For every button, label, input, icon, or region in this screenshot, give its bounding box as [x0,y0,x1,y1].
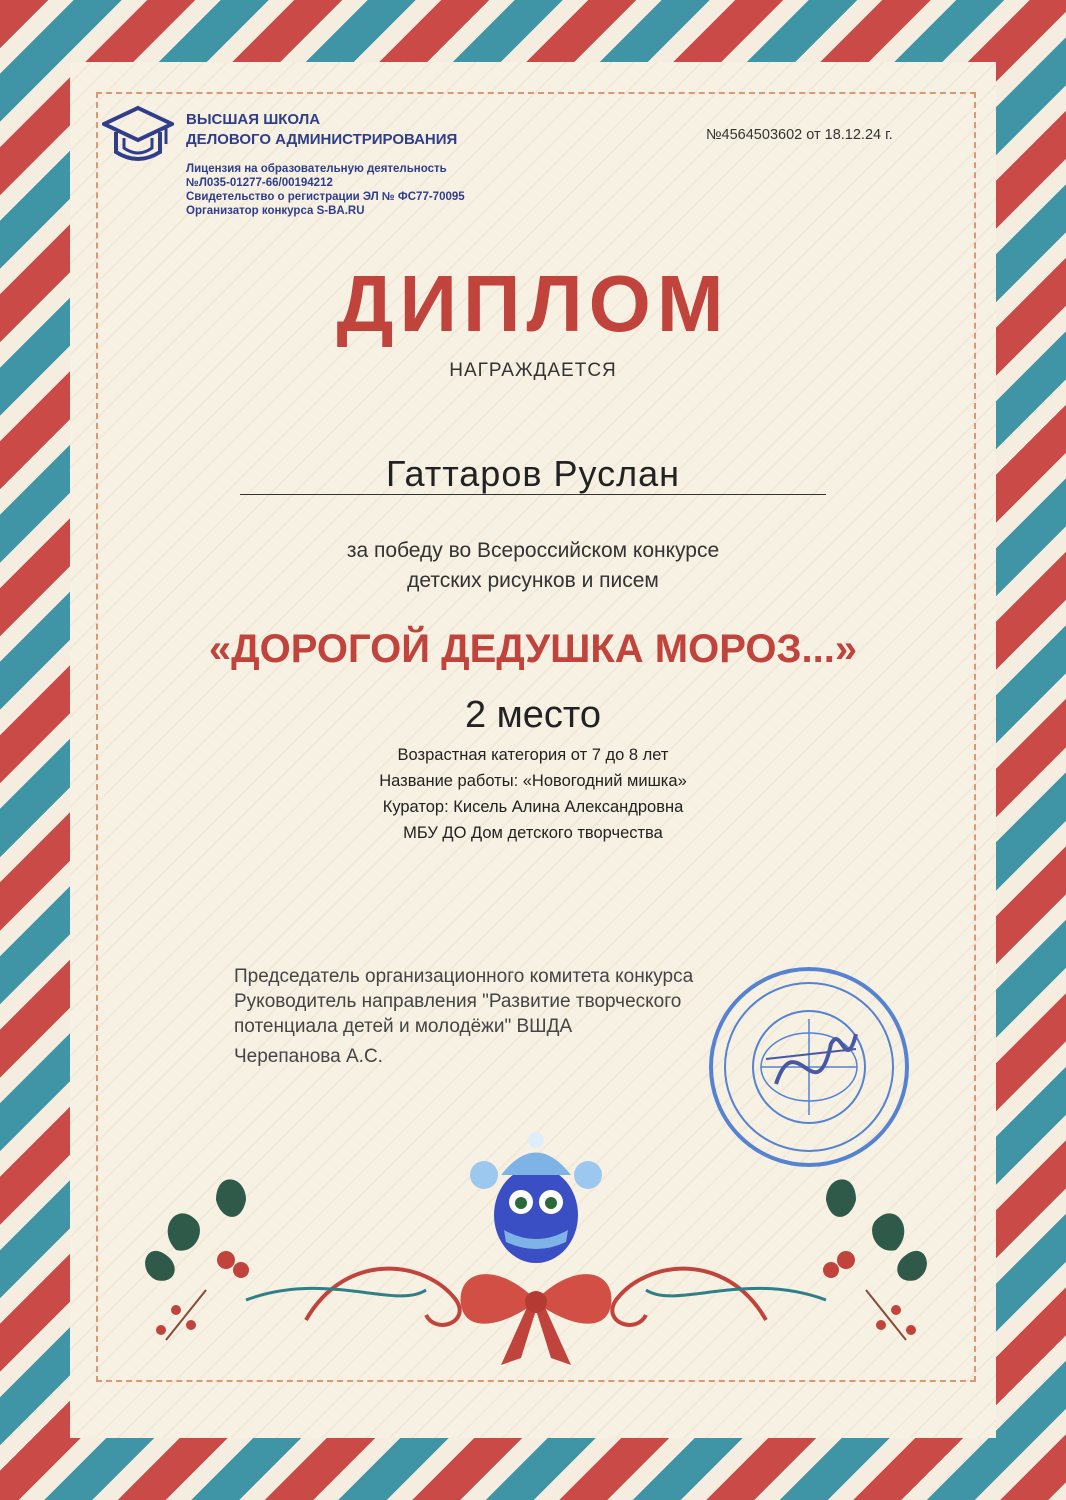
contest-name: «ДОРОГОЙ ДЕДУШКА МОРОЗ...» [208,627,858,671]
organization-name-line2: ДЕЛОВОГО АДМИНИСТРИРОВАНИЯ [186,131,458,148]
organizer-line: Организатор конкурса S-BA.RU [186,205,365,217]
license-line1: Лицензия на образовательную деятельность [186,163,447,175]
signer-name: Черепанова А.С. [234,1046,383,1067]
organization-name-line1: ВЫСШАЯ ШКОЛА [186,111,321,128]
holly-bow-decoration [96,1130,976,1370]
awarded-text: НАГРАЖДАЕТСЯ [449,360,617,381]
license-line2: №Л035-01277-66/00194212 [186,177,333,189]
reason-line2: детских рисунков и писем [407,569,659,592]
recipient-underline [240,494,826,495]
diploma-title: ДИПЛОМ [336,259,730,348]
age-category: Возрастная категория от 7 до 8 лет [397,746,669,764]
signer-line3: потенциала детей и молодёжи" ВШДА [234,1016,573,1037]
curator: Куратор: Кисель Алина Александровна [382,798,684,816]
work-title: Название работы: «Новогодний мишка» [379,772,687,790]
institution: МБУ ДО Дом детского творчества [403,824,663,842]
graduation-cap-icon [102,104,174,166]
signer-block [234,964,693,1039]
award-details [0,742,1066,846]
registration-line: Свидетельство о регистрации ЭЛ № ФС77-70095 [186,191,465,203]
signer-line1: Председатель организационного комитета конкурса [234,966,694,987]
award-reason [0,536,1066,596]
document-number: №4564503602 от 18.12.24 г. [706,127,893,143]
organization-meta [186,162,465,218]
recipient-name: Гаттаров Руслан [386,453,680,494]
place-text: 2 место [464,694,602,736]
reason-line1: за победу во Всероссийском конкурсе [346,539,720,562]
organization-name [186,110,457,150]
signer-line2: Руководитель направления "Развитие творческого [234,991,682,1012]
